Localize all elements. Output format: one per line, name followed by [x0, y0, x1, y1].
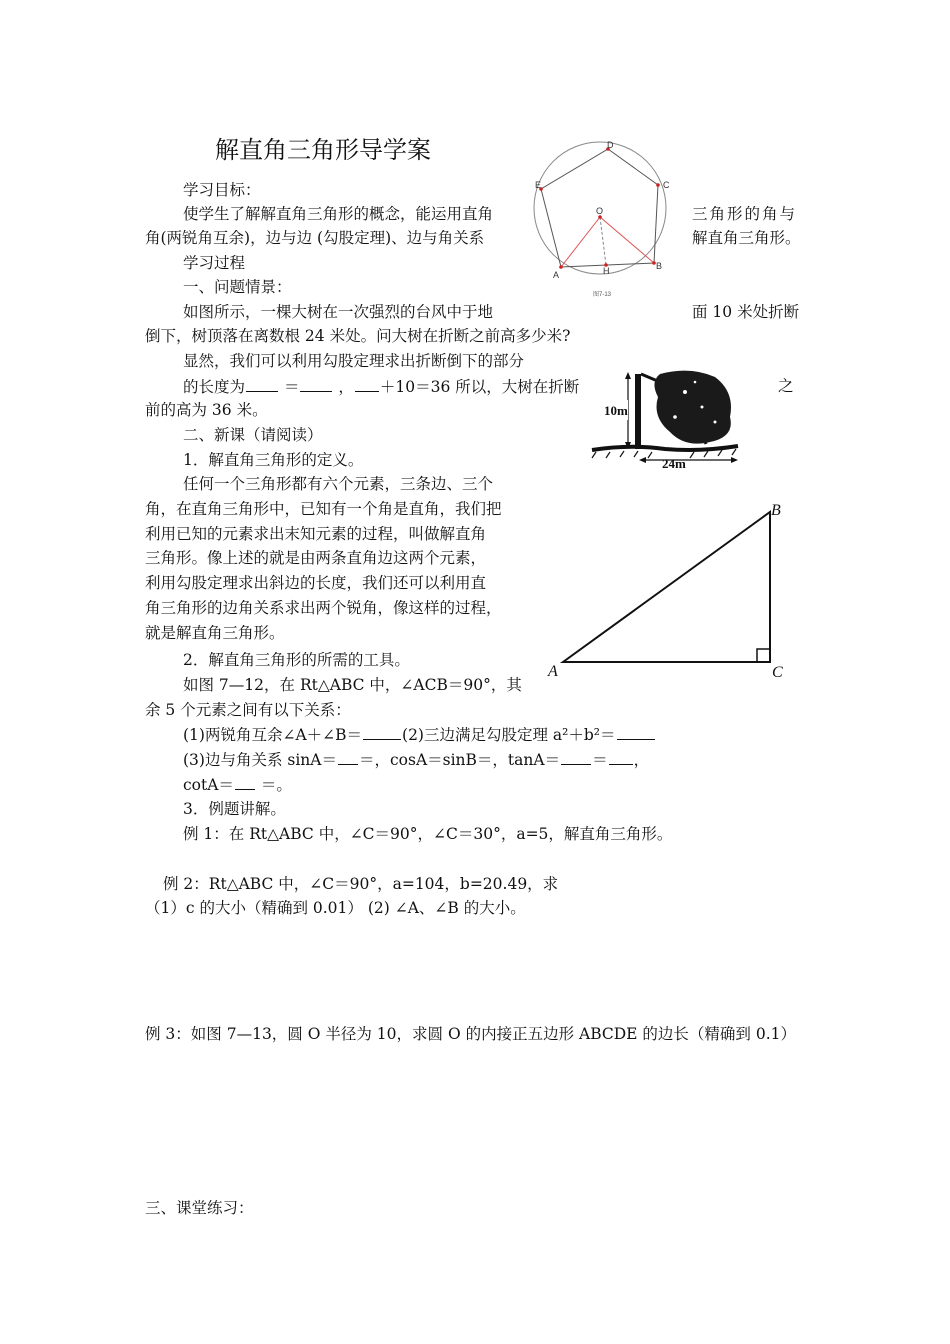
- tree-crown: [654, 371, 731, 444]
- example-2-line2: （1）c 的大小（精确到 0.01） (2) ∠A、∠B 的大小。: [145, 899, 526, 917]
- tree-figure: [590, 362, 740, 472]
- relation-1b: (2)三边满足勾股定理 a²＋b²＝: [402, 726, 616, 744]
- relation-cot: [183, 774, 292, 795]
- problem-line1-left: 如图所示，一棵大树在一次强烈的台风中于地: [183, 303, 494, 321]
- def-heading: 1．解直角三角形的定义。: [183, 451, 364, 469]
- def-line: 就是解直角三角形。: [145, 624, 285, 642]
- triangle-figure: [540, 495, 800, 685]
- answer-blank[interactable]: [235, 774, 255, 790]
- answer-blank[interactable]: [355, 376, 379, 392]
- example-3: 例 3：如图 7—13，圆 O 半径为 10，求圆 O 的内接正五边形 ABCDE 的边长（精确到 0.1）: [145, 1025, 796, 1043]
- obvious-text-d: ＋10＝36 所以，大树在折断: [379, 378, 580, 396]
- problem-line2: 倒下，树顶落在离数根 24 米处。问大树在折断之前高多少米?: [145, 327, 571, 345]
- def-line: 利用勾股定理求出斜边的长度，我们还可以利用直: [145, 574, 487, 592]
- relation-3: [183, 749, 649, 770]
- cot-b: ＝。: [255, 776, 292, 794]
- obvious-text-c: ，: [338, 378, 354, 396]
- label-d: D: [607, 140, 614, 150]
- label-b: B: [656, 261, 663, 271]
- answer-blank[interactable]: [246, 376, 278, 392]
- example-heading: 3．例题讲解。: [183, 800, 286, 818]
- def-line: 任何一个三角形都有六个元素，三条边、三个: [183, 475, 494, 493]
- answer-blank[interactable]: [300, 376, 332, 392]
- relation-3c: ＝: [592, 751, 608, 769]
- label-e: E: [535, 180, 542, 190]
- def-line: 角，在直角三角形中，已知有一个角是直角，我们把: [145, 500, 502, 518]
- page-title: 解直角三角形导学案: [215, 136, 431, 164]
- relation-3b: ＝，cosA＝sinB＝，tanA＝: [358, 751, 561, 769]
- def-line: 三角形。像上述的就是由两条直角边这两个元素，: [145, 549, 487, 567]
- obvious-line2: [183, 376, 579, 397]
- section1-heading: 一、问题情景：: [183, 278, 292, 296]
- label-c: C: [772, 664, 783, 681]
- ground-line: [592, 446, 738, 450]
- label-o: O: [596, 206, 604, 216]
- relation-3d: ，: [633, 751, 650, 769]
- relation-1a: (1)两锐角互余∠A＋∠B＝: [183, 726, 363, 744]
- label-c: C: [663, 180, 670, 190]
- problem-line1-right: 面 10 米处折断: [692, 303, 800, 321]
- radius-oa: [561, 217, 600, 267]
- answer-blank[interactable]: [609, 749, 633, 765]
- obvious-text-b: ＝: [283, 378, 300, 396]
- answer-blank[interactable]: [617, 724, 655, 740]
- obvious-text-a: 的长度为: [183, 378, 246, 396]
- goal-line1-right: 三角形的角与: [692, 205, 798, 223]
- obvious-line2-right: 之: [778, 377, 794, 395]
- goal-line2-right: 解直角三角形。: [692, 229, 801, 247]
- apothem-oh: [600, 217, 606, 265]
- goal-line2-left: 角(两锐角互余)，边与边 (勾股定理)、边与角关系: [145, 229, 485, 247]
- label-a: A: [548, 663, 558, 680]
- answer-blank[interactable]: [363, 724, 401, 740]
- distance-label: 24m: [662, 456, 686, 471]
- relation-1: [183, 724, 656, 745]
- tools-line1: 如图 7—12，在 Rt△ABC 中，∠ACB＝90°，其: [183, 676, 522, 694]
- cot-a: cotA＝: [183, 776, 234, 794]
- answer-blank[interactable]: [561, 749, 591, 765]
- answer-blank[interactable]: [338, 749, 358, 765]
- label-a: A: [553, 270, 560, 280]
- def-line: 利用已知的元素求出末知元素的过程，叫做解直角: [145, 525, 487, 543]
- obvious-line1: 显然，我们可以利用勾股定理求出折断倒下的部分: [183, 352, 525, 370]
- goal-heading: 学习目标：: [183, 181, 261, 199]
- tools-line2: 余 5 个元素之间有以下关系：: [145, 701, 351, 719]
- example-1: 例 1：在 Rt△ABC 中，∠C＝90°，∠C＝30°，a=5，解直角三角形。: [183, 825, 673, 843]
- example-2-line1: 例 2：Rt△ABC 中，∠C＝90°，a=104，b=20.49，求: [163, 875, 559, 893]
- label-h: H: [603, 266, 610, 276]
- tools-heading: 2．解直角三角形的所需的工具。: [183, 651, 410, 669]
- def-line: 角三角形的边角关系求出两个锐角，像这样的过程，: [145, 599, 502, 617]
- tree-trunk: [635, 374, 641, 449]
- process-heading: 学习过程: [183, 254, 246, 272]
- goal-line1-left: 使学生了解解直角三角形的概念，能运用直角: [183, 205, 494, 223]
- relation-3a: (3)边与角关系 sinA＝: [183, 751, 337, 769]
- obvious-line3: 前的高为 36 米。: [145, 401, 268, 419]
- right-angle-mark: [757, 649, 770, 662]
- triangle-abc: [563, 512, 770, 662]
- pentagon-figure: [530, 138, 675, 303]
- section2-heading: 二、新课（请阅读）: [183, 426, 323, 444]
- label-b: B: [771, 502, 781, 519]
- figure-caption: 图7-13: [593, 292, 612, 298]
- radius-ob: [600, 217, 654, 263]
- section3-heading: 三、课堂练习：: [145, 1199, 254, 1217]
- height-label: 10m: [604, 403, 628, 418]
